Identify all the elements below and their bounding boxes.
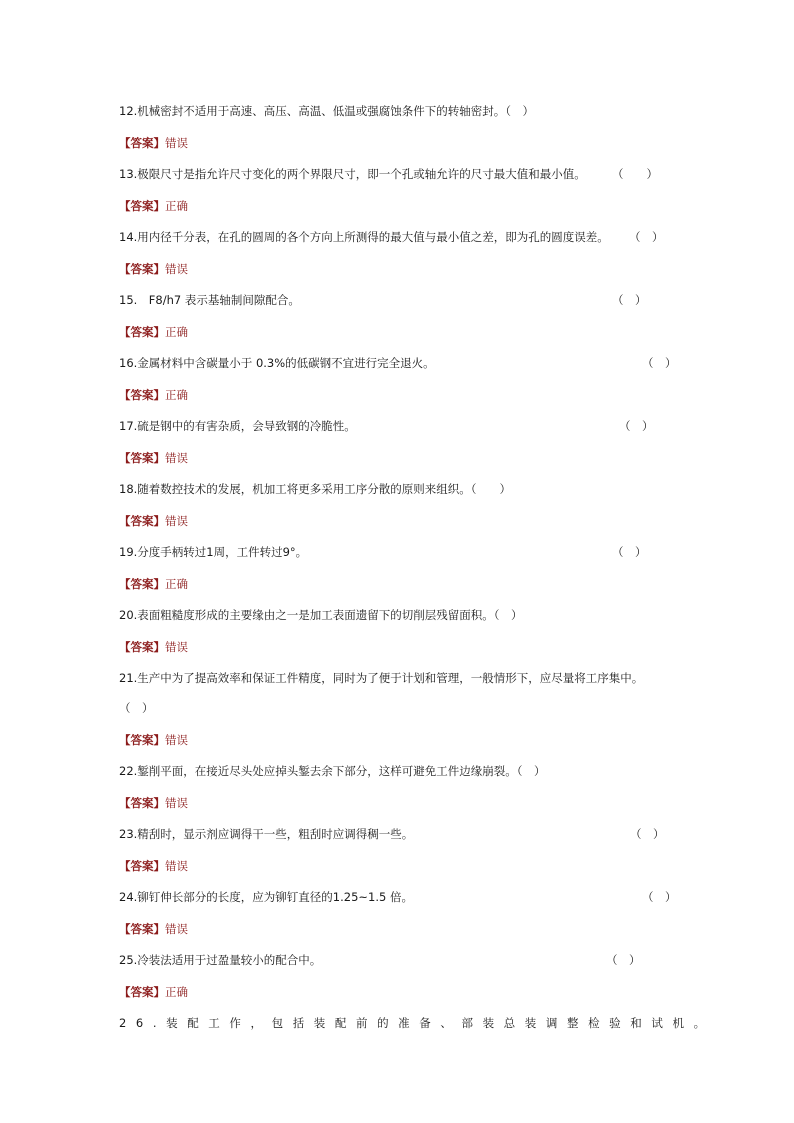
answer-18	[119, 513, 679, 529]
question-text: 24.铆钉伸长部分的长度，应为铆钉直径的1.25~1.5 倍。	[119, 890, 413, 904]
question-text: 19.分度手柄转过1周，工件转过9°。	[119, 545, 308, 559]
answer-value: 正确	[165, 388, 188, 402]
question-text: 17.硫是钢中的有害杂质，会导致钢的冷脆性。	[119, 419, 356, 433]
question-26	[119, 1015, 715, 1031]
answer-blank: （ ）	[642, 890, 677, 904]
answer-blank: （ ）	[642, 356, 677, 370]
question-list	[119, 103, 715, 1031]
question-text: 13.极限尺寸是指允许尺寸变化的两个界限尺寸，即一个孔或轴允许的尺寸最大值和最小值。	[119, 167, 586, 181]
answer-12	[119, 135, 679, 151]
answer-value: 正确	[165, 985, 188, 999]
answer-blank: （ ）	[612, 293, 647, 307]
question-text: 23.精刮时，显示剂应调得干一些，粗刮时应调得稠一些。	[119, 827, 414, 841]
answer-blank: （ ）	[119, 701, 154, 715]
answer-value: 正确	[165, 199, 188, 213]
answer-tag: 【答案】	[119, 640, 165, 654]
answer-tag: 【答案】	[119, 136, 165, 150]
answer-tag: 【答案】	[119, 451, 165, 465]
answer-25	[119, 984, 679, 1000]
answer-blank: （ ）	[612, 167, 658, 181]
answer-value: 错误	[165, 136, 188, 150]
answer-19	[119, 576, 679, 592]
question-text: 16.金属材料中含碳量小于 0.3%的低碳钢不宜进行完全退火。	[119, 356, 435, 370]
answer-tag: 【答案】	[119, 922, 165, 936]
question-24	[119, 889, 679, 905]
question-text: 26.装配工作，包括装配前的准备、部装总装调整检验和试机。	[119, 1016, 715, 1030]
question-17	[119, 418, 679, 434]
answer-tag: 【答案】	[119, 199, 165, 213]
answer-14	[119, 261, 679, 277]
answer-tag: 【答案】	[119, 577, 165, 591]
question-22	[119, 763, 679, 779]
question-19	[119, 544, 679, 560]
answer-value: 错误	[165, 922, 188, 936]
answer-20	[119, 639, 679, 655]
answer-tag: 【答案】	[119, 985, 165, 999]
question-25	[119, 952, 679, 968]
answer-22	[119, 795, 679, 811]
answer-value: 错误	[165, 796, 188, 810]
question-16	[119, 355, 679, 371]
answer-value: 错误	[165, 640, 188, 654]
answer-tag: 【答案】	[119, 733, 165, 747]
answer-15	[119, 324, 679, 340]
answer-blank: （ ）	[612, 545, 647, 559]
answer-value: 错误	[165, 733, 188, 747]
answer-23	[119, 858, 679, 874]
question-text: 14.用内径千分表，在孔的圆周的各个方向上所测得的最大值与最小值之差，即为孔的圆度误差。	[119, 230, 609, 244]
question-text: 22.錾削平面，在接近尽头处应掉头錾去余下部分，这样可避免工件边缘崩裂。（ ）	[119, 764, 546, 778]
answer-17	[119, 450, 679, 466]
answer-13	[119, 198, 679, 214]
answer-value: 错误	[165, 859, 188, 873]
answer-value: 错误	[165, 514, 188, 528]
answer-tag: 【答案】	[119, 388, 165, 402]
question-text: 20.表面粗糙度形成的主要缘由之一是加工表面遗留下的切削层残留面积。（ ）	[119, 608, 523, 622]
question-20	[119, 607, 679, 623]
question-text: 18.随着数控技术的发展，机加工将更多采用工序分散的原则来组织。（ ）	[119, 482, 512, 496]
question-15	[119, 292, 679, 308]
answer-blank: （ ）	[629, 230, 664, 244]
answer-tag: 【答案】	[119, 325, 165, 339]
question-text: 25.冷装法适用于过盈量较小的配合中。	[119, 953, 322, 967]
question-text: 15. F8/h7 表示基轴制间隙配合。	[119, 293, 300, 307]
question-18	[119, 481, 679, 497]
question-12	[119, 103, 679, 119]
answer-value: 正确	[165, 577, 188, 591]
answer-blank: （ ）	[630, 827, 665, 841]
question-14	[119, 229, 679, 245]
answer-tag: 【答案】	[119, 514, 165, 528]
question-13	[119, 166, 679, 182]
answer-21	[119, 732, 679, 748]
question-text: 12.机械密封不适用于高速、高压、高温、低温或强腐蚀条件下的转轴密封。（ ）	[119, 104, 535, 118]
answer-value: 正确	[165, 325, 188, 339]
question-text: 21.生产中为了提高效率和保证工件精度，同时为了便于计划和管理，一般情形下，应尽量将工序集中。	[119, 671, 644, 685]
answer-16	[119, 387, 679, 403]
question-23	[119, 826, 679, 842]
answer-value: 错误	[165, 451, 188, 465]
answer-tag: 【答案】	[119, 796, 165, 810]
answer-24	[119, 921, 679, 937]
question-21	[119, 670, 679, 716]
answer-value: 错误	[165, 262, 188, 276]
answer-tag: 【答案】	[119, 859, 165, 873]
answer-tag: 【答案】	[119, 262, 165, 276]
answer-blank: （ ）	[619, 419, 654, 433]
answer-blank: （ ）	[606, 953, 641, 967]
